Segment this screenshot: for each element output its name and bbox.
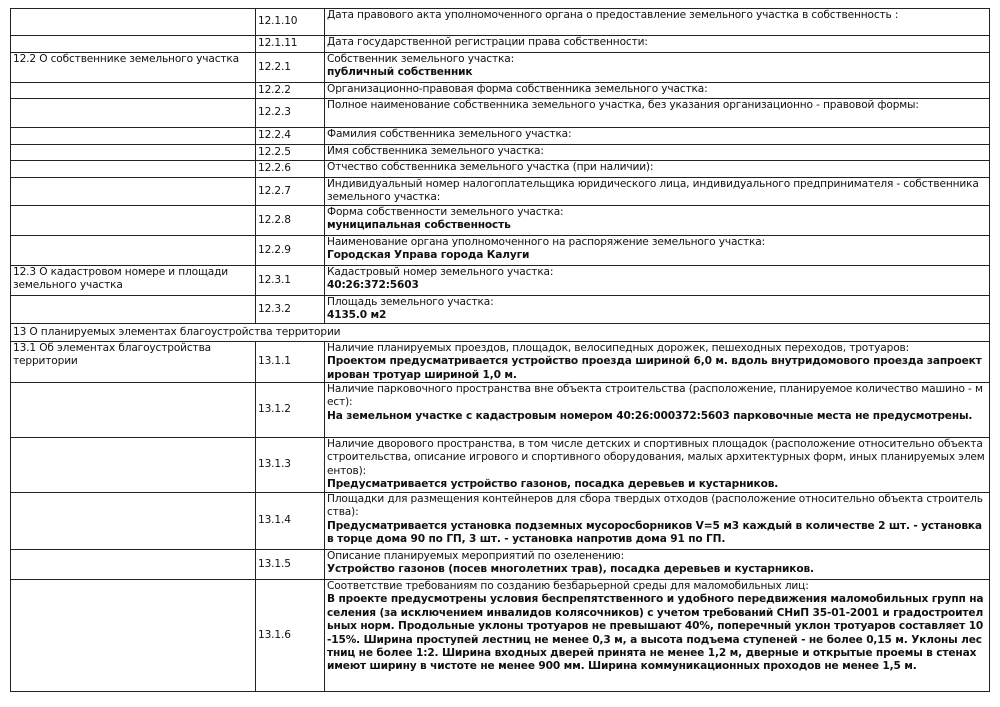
section-cell	[11, 128, 256, 145]
table-row	[11, 206, 990, 236]
table-row	[11, 266, 990, 296]
item-content	[325, 580, 990, 692]
item-label: Полное наименование собственника земельного участка, без указания организационно - правовой формы:	[327, 99, 919, 111]
item-value: Предусматривается устройство газонов, посадка деревьев и кустарников.	[327, 478, 779, 491]
item-value: На земельном участке с кадастровым номером 40:26:000372:5603 парковочные места не предусмотрены.	[327, 409, 973, 422]
item-label: Собственник земельного участка:	[327, 53, 514, 65]
item-label: Имя собственника земельного участка:	[327, 145, 544, 157]
item-content	[325, 236, 990, 266]
section-cell	[11, 99, 256, 128]
table-row	[11, 550, 990, 580]
item-value: 40:26:372:5603	[327, 279, 419, 292]
section-cell	[11, 383, 256, 438]
item-label: Отчество собственника земельного участка (при наличии):	[327, 161, 654, 173]
table-row	[11, 438, 990, 493]
section-cell	[11, 178, 256, 206]
item-number: 12.3.1	[256, 266, 325, 296]
item-number: 12.2.9	[256, 236, 325, 266]
item-number: 13.1.1	[256, 341, 325, 382]
item-label: Индивидуальный номер налогоплательщика юридического лица, индивидуального предпринимателя - собственника земельного участка:	[327, 178, 979, 204]
item-content	[325, 341, 990, 382]
section-header-row	[11, 323, 990, 341]
section-cell	[11, 236, 256, 266]
item-value: муниципальная собственность	[327, 219, 511, 232]
section-13-title: 13 О планируемых элементах благоустройства территории	[11, 323, 990, 341]
section-cell	[11, 580, 256, 692]
item-number: 12.2.6	[256, 161, 325, 178]
table-row	[11, 9, 990, 36]
item-value: Устройство газонов (посев многолетних трав), посадка деревьев и кустарников.	[327, 563, 814, 576]
item-value: Городская Управа города Калуги	[327, 249, 530, 262]
section-cell	[11, 296, 256, 324]
table-row	[11, 341, 990, 382]
item-value: В проекте предусмотрены условия беспрепятственного и удобного передвижения маломобильных групп населения (за исключением инвалидов колясочников) с учетом требований СНиП 35-01-2001 и градостроительных норм. Продольные уклоны тротуаров не превышают 40%, поперечный уклон тротуаров составляет 10-15%. Ширина проступей лестниц не менее 0,3 м, а высота подъема ступеней - не более 0,15 м. Уклоны лестниц не более 1:2. Ширина входных дверей принята не менее 1,2 м, дверные и открытые проемы в стенах имеют ширину в чистоте не менее 900 мм. Ширина коммуникационных проходов не менее 1,5 м.	[327, 593, 984, 673]
item-content	[325, 128, 990, 145]
item-number: 12.1.10	[256, 9, 325, 36]
section-cell	[11, 9, 256, 36]
item-number: 12.2.2	[256, 83, 325, 99]
item-number: 13.1.3	[256, 438, 325, 493]
item-number: 12.2.4	[256, 128, 325, 145]
table-row	[11, 36, 990, 53]
item-value: Предусматривается установка подземных мусоросборников V=5 м3 каждый в количестве 2 шт. - установка в торце дома 90 по ГП, 3 шт. - установка напротив дома 91 по ГП.	[327, 519, 982, 546]
item-label: Организационно-правовая форма собственника земельного участка:	[327, 83, 708, 95]
item-content	[325, 178, 990, 206]
item-content	[325, 296, 990, 324]
table-row	[11, 83, 990, 99]
item-content	[325, 438, 990, 493]
item-number: 12.1.11	[256, 36, 325, 53]
section-cell	[11, 36, 256, 53]
item-number: 12.2.1	[256, 53, 325, 83]
item-content	[325, 493, 990, 550]
item-content	[325, 383, 990, 438]
table-row	[11, 161, 990, 178]
item-number: 13.1.5	[256, 550, 325, 580]
item-label: Соответствие требованиям по созданию безбарьерной среды для маломобильных лиц:	[327, 580, 809, 593]
table-row	[11, 580, 990, 692]
section-cell	[11, 206, 256, 236]
item-label: Описание планируемых мероприятий по озеленению:	[327, 550, 624, 563]
item-number: 13.1.4	[256, 493, 325, 550]
section-cell	[11, 145, 256, 161]
item-content	[325, 99, 990, 128]
table-row	[11, 236, 990, 266]
item-number: 13.1.2	[256, 383, 325, 438]
table-row	[11, 128, 990, 145]
item-content	[325, 36, 990, 53]
item-label: Площадки для размещения контейнеров для сбора твердых отходов (расположение относительно объекта строительства):	[327, 493, 983, 519]
item-number: 12.2.5	[256, 145, 325, 161]
item-number: 12.2.7	[256, 178, 325, 206]
section-cell	[11, 438, 256, 493]
table-row	[11, 178, 990, 206]
table-row	[11, 296, 990, 324]
item-label: Наименование органа уполномоченного на распоряжение земельного участка:	[327, 236, 766, 248]
table-row	[11, 383, 990, 438]
section-cell: 12.2 О собственнике земельного участка	[11, 53, 256, 83]
item-label: Дата государственной регистрации права собственности:	[327, 36, 648, 48]
item-content	[325, 9, 990, 36]
item-value: 4135.0 м2	[327, 309, 387, 322]
item-content	[325, 266, 990, 296]
item-label: Наличие планируемых проездов, площадок, велосипедных дорожек, пешеходных переходов, тротуаров:	[327, 341, 910, 354]
item-label: Форма собственности земельного участка:	[327, 206, 564, 218]
section-cell: 12.3 О кадастровом номере и площади земельного участка	[11, 266, 256, 296]
section-cell	[11, 161, 256, 178]
table-row	[11, 145, 990, 161]
item-content	[325, 145, 990, 161]
section-cell	[11, 83, 256, 99]
item-content	[325, 53, 990, 83]
table-row	[11, 99, 990, 128]
item-number: 12.2.8	[256, 206, 325, 236]
item-content	[325, 550, 990, 580]
item-label: Наличие дворового пространства, в том числе детских и спортивных площадок (расположение относительно объекта строительства, описание игрового и спортивного оборудования, малых архитектурных форм, иных планируемых элементов):	[327, 438, 985, 477]
item-label: Наличие парковочного пространства вне объекта строительства (расположение, планируемое количество машино - мест):	[327, 383, 983, 409]
item-number: 13.1.6	[256, 580, 325, 692]
section-cell	[11, 550, 256, 580]
item-number: 12.2.3	[256, 99, 325, 128]
section-cell	[11, 493, 256, 550]
section-cell: 13.1 Об элементах благоустройства территории	[11, 341, 256, 382]
item-label: Кадастровый номер земельного участка:	[327, 266, 554, 278]
table-row	[11, 53, 990, 83]
item-content	[325, 206, 990, 236]
item-content	[325, 161, 990, 178]
item-number: 12.3.2	[256, 296, 325, 324]
item-value: публичный собственник	[327, 66, 473, 79]
table-row	[11, 493, 990, 550]
item-value: Проектом предусматривается устройство проезда шириной 6,0 м. вдоль внутридомового проезда запроектирован тротуар шириной 1,0 м.	[327, 355, 982, 381]
item-content	[325, 83, 990, 99]
item-label: Площадь земельного участка:	[327, 296, 494, 308]
item-label: Фамилия собственника земельного участка:	[327, 128, 572, 140]
project-declaration-table	[10, 8, 990, 692]
item-label: Дата правового акта уполномоченного органа о предоставление земельного участка в собственность :	[327, 9, 899, 21]
